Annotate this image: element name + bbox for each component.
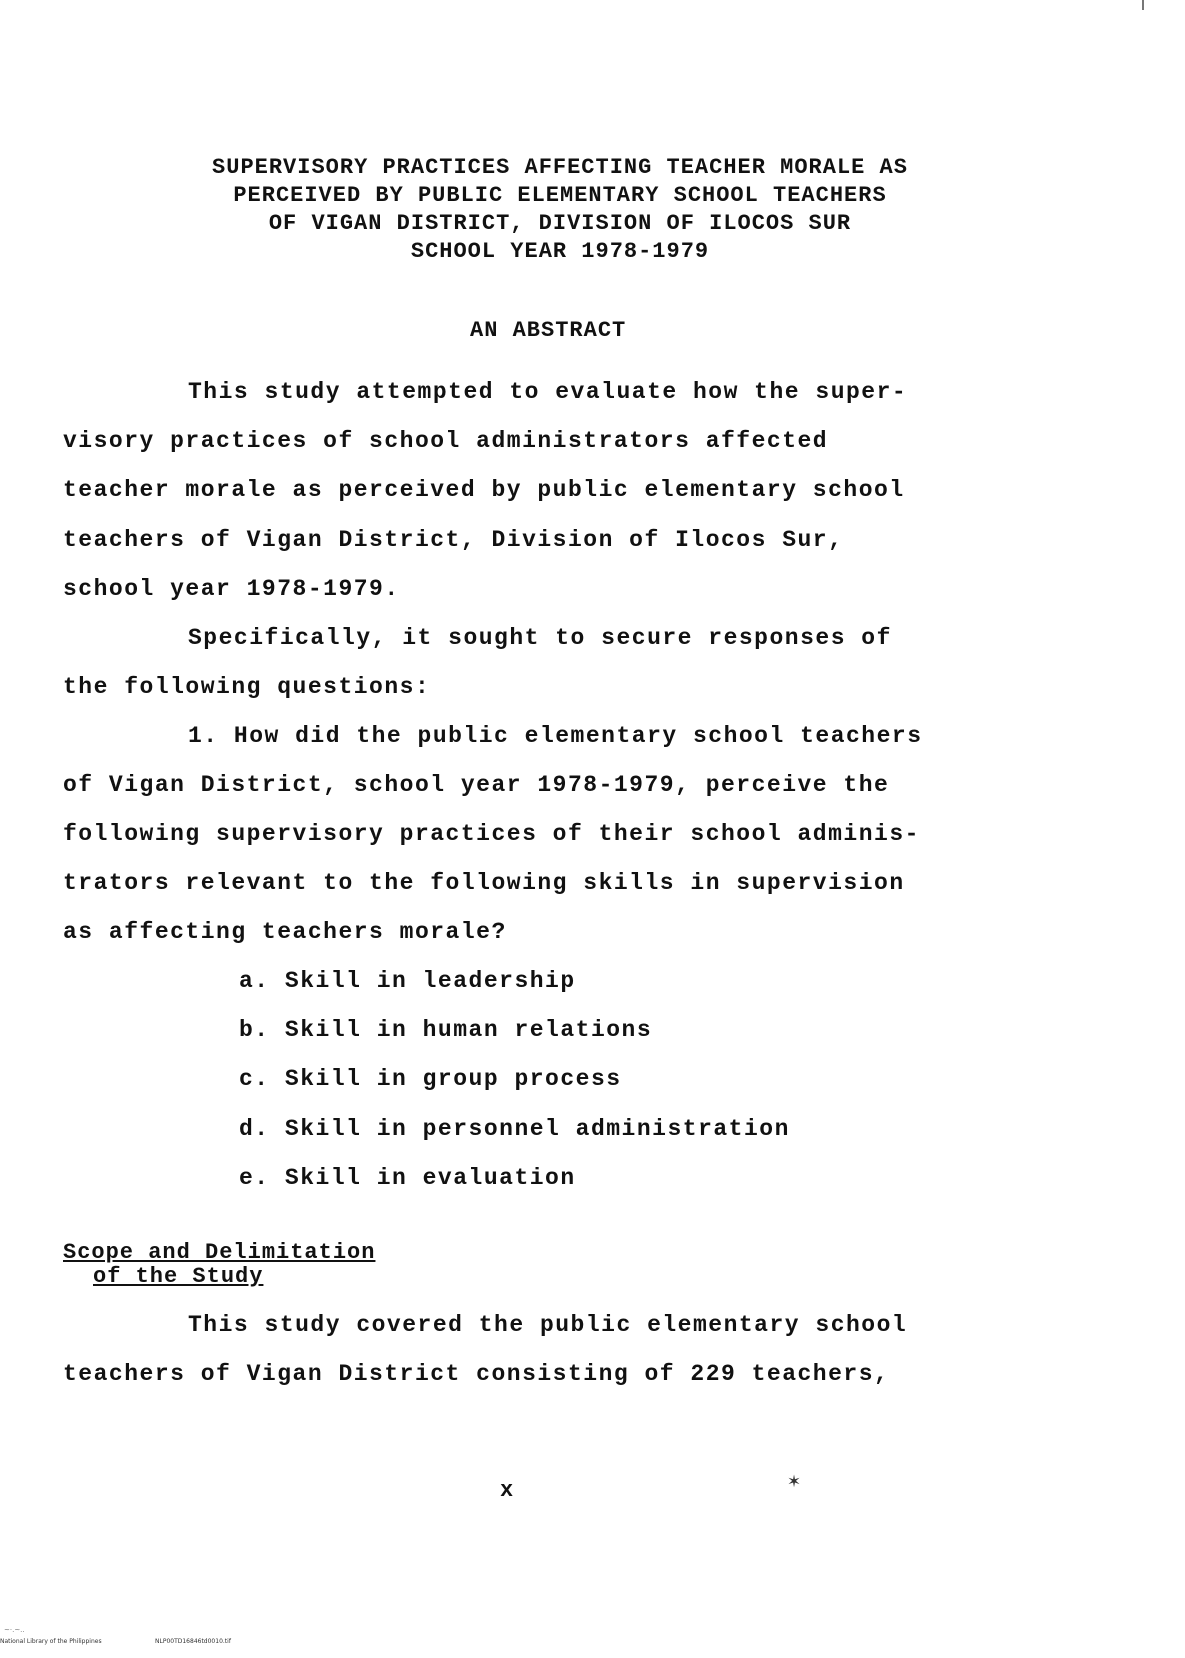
- paragraph1-line-5: school year 1978-1979.: [63, 576, 400, 602]
- skill-item-d: d. Skill in personnel administration: [239, 1116, 790, 1142]
- footer-library: National Library of the Philippines: [0, 1638, 102, 1645]
- title-line-1: SUPERVISORY PRACTICES AFFECTING TEACHER MORALE AS: [212, 155, 908, 180]
- skill-item-a: a. Skill in leadership: [239, 968, 576, 994]
- section-heading-line-1: Scope and Delimitation: [63, 1240, 376, 1265]
- question1-line-4: trators relevant to the following skills in supervision: [63, 870, 905, 896]
- page-number: x: [500, 1478, 514, 1503]
- section-heading-line-2: of the Study: [93, 1264, 264, 1289]
- paragraph2-line-1: Specifically, it sought to secure responses of: [188, 625, 892, 651]
- paragraph1-line-4: teachers of Vigan District, Division of Ilocos Sur,: [63, 527, 844, 553]
- title-line-2: PERCEIVED BY PUBLIC ELEMENTARY SCHOOL TEACHERS: [233, 183, 887, 208]
- abstract-heading: AN ABSTRACT: [470, 318, 627, 343]
- title-line-3: OF VIGAN DISTRICT, DIVISION OF ILOCOS SUR: [268, 211, 852, 236]
- skill-item-b: b. Skill in human relations: [239, 1017, 653, 1043]
- scan-edge-mark: [1142, 0, 1144, 10]
- question1-line-2: of Vigan District, school year 1978-1979, perceive the: [63, 772, 890, 798]
- title-line-4: SCHOOL YEAR 1978-1979: [410, 239, 710, 264]
- ink-smudge-mark: ✶: [788, 1471, 801, 1494]
- footer-filename: NLP00TD16846td0010.tif: [155, 1638, 231, 1645]
- paragraph2-line-2: the following questions:: [63, 674, 431, 700]
- paragraph1-line-2: visory practices of school administrators affected: [63, 428, 829, 454]
- question1-line-5: as affecting teachers morale?: [63, 919, 507, 945]
- scribble-mark: ~·.~..: [4, 1626, 25, 1634]
- question1-line-1: 1. How did the public elementary school teachers: [188, 723, 923, 749]
- paragraph3-line-1: This study covered the public elementary school: [188, 1312, 908, 1338]
- paragraph1-line-3: teacher morale as perceived by public elementary school: [63, 477, 905, 503]
- paragraph3-line-2: teachers of Vigan District consisting of 229 teachers,: [63, 1361, 890, 1387]
- paragraph1-line-1: This study attempted to evaluate how the super-: [188, 379, 908, 405]
- skill-item-c: c. Skill in group process: [239, 1066, 622, 1092]
- skill-item-e: e. Skill in evaluation: [239, 1165, 576, 1191]
- question1-line-3: following supervisory practices of their school adminis-: [63, 821, 920, 847]
- document-title: [120, 154, 1000, 266]
